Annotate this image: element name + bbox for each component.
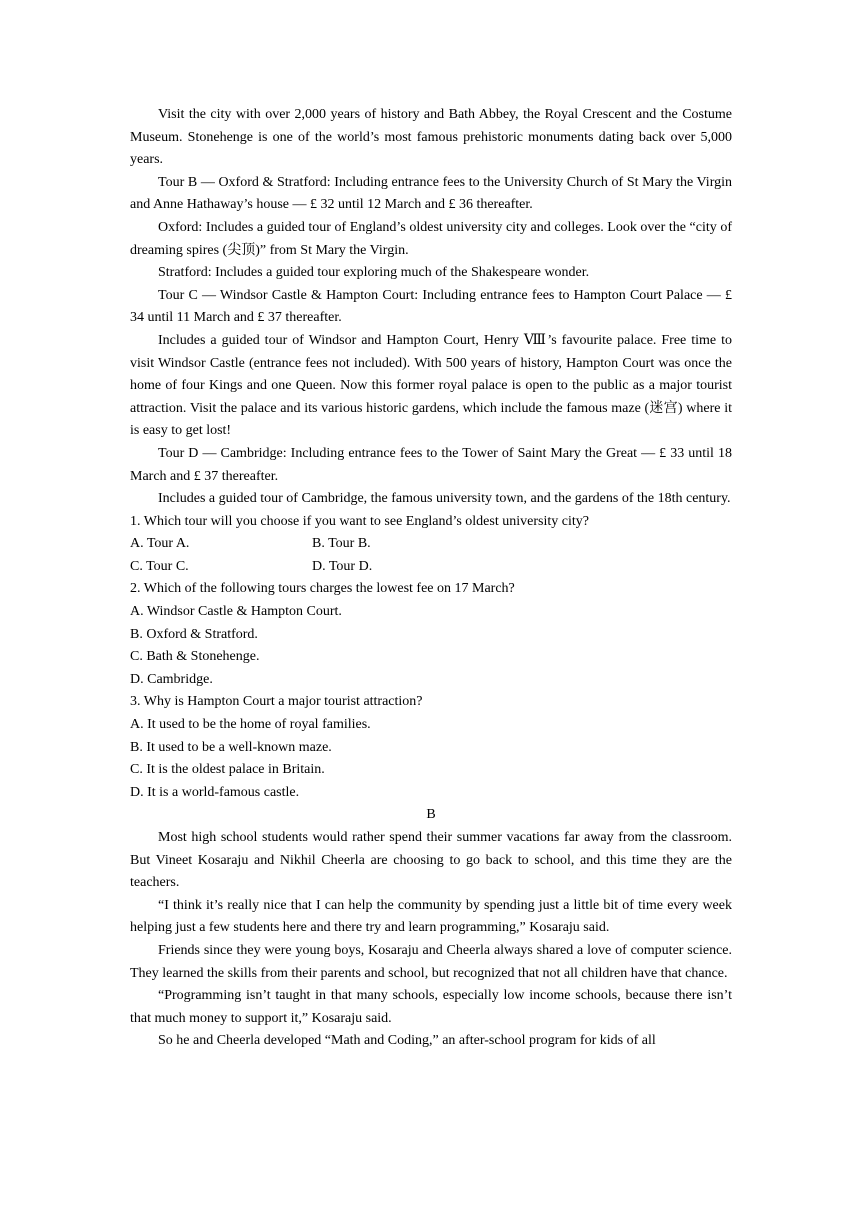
option: A. Windsor Castle & Hampton Court. [130, 604, 342, 620]
option: D. Cambridge. [130, 671, 213, 687]
passage-b-paragraph: Most high school students would rather spend their summer vacations far away from the classroom. But Vineet Kosaraju and Nikhil Cheerla are choosing to go back to school, and this time they are the teachers. [130, 830, 732, 891]
option: C. Bath & Stonehenge. [130, 649, 260, 665]
question-1: 1. Which tour will you choose if you want to see England’s oldest university city? [130, 513, 589, 529]
question-1-options-row-1 [130, 533, 732, 556]
tour-d-header: Tour D — Cambridge: Including entrance fees to the Tower of Saint Mary the Great — £ 33 until 18 March and £ 37 thereafter. [130, 445, 732, 484]
tour-b-header: Tour B — Oxford & Stratford: Including entrance fees to the University Church of St Mary the Virgin and Anne Hathaway’s house — £ 32 until 12 March and £ 36 thereafter. [130, 174, 732, 213]
question-1-options-row-2 [130, 556, 732, 579]
document-page [130, 104, 732, 1053]
tour-b-oxford: Oxford: Includes a guided tour of England’s oldest university city and colleges. Look over the “city of dreaming spires (尖顶)” from St Mary the Virgin. [130, 219, 732, 258]
question-2: 2. Which of the following tours charges the lowest fee on 17 March? [130, 581, 515, 597]
section-heading-b: B [426, 807, 436, 823]
option: A. It used to be the home of royal families. [130, 717, 371, 733]
option: B. It used to be a well-known maze. [130, 739, 332, 755]
passage-b-paragraph: So he and Cheerla developed “Math and Coding,” an after-school program for kids of all [158, 1033, 656, 1049]
option: A. Tour A. [130, 536, 190, 552]
option: B. Oxford & Stratford. [130, 626, 258, 642]
passage-b-paragraph: “Programming isn’t taught in that many schools, especially low income schools, because there isn’t that much money to support it,” Kosaraju said. [130, 988, 732, 1026]
tour-b-stratford: Stratford: Includes a guided tour exploring much of the Shakespeare wonder. [158, 265, 590, 281]
option: D. Tour D. [312, 558, 373, 574]
option: C. It is the oldest palace in Britain. [130, 762, 325, 778]
passage-b-paragraph: “I think it’s really nice that I can help the community by spending just a little bit of time every week helping just a few students here and there try and learn programming,” Kosaraju said. [130, 897, 732, 936]
tour-d-body: Includes a guided tour of Cambridge, the famous university town, and the gardens of the 18th century. [158, 491, 731, 507]
tour-c-body: Includes a guided tour of Windsor and Hampton Court, Henry Ⅷ’s favourite palace. Free time to visit Windsor Castle (entrance fees not included). With 500 years of history, Hampton Court was once the home of four Kings and one Queen. Now this former royal palace is open to the public as a major tourist attraction. Visit the palace and its various historic gardens, which include the famous maze (迷宫) where it is easy to get lost! [130, 332, 732, 439]
option: D. It is a world-famous castle. [130, 784, 300, 800]
option: C. Tour C. [130, 558, 189, 574]
question-3: 3. Why is Hampton Court a major tourist attraction? [130, 694, 423, 710]
option: B. Tour B. [312, 536, 371, 552]
passage-a-paragraph: Visit the city with over 2,000 years of history and Bath Abbey, the Royal Crescent and the Costume Museum. Stonehenge is one of the world’s most famous prehistoric monuments dating back over 5,000 years. [130, 107, 732, 168]
tour-c-header: Tour C — Windsor Castle & Hampton Court: Including entrance fees to Hampton Court Palace — £ 34 until 11 March and £ 37 thereafter. [130, 287, 732, 326]
passage-b-paragraph: Friends since they were young boys, Kosaraju and Cheerla always shared a love of computer science. They learned the skills from their parents and school, but recognized that not all children have that chance. [130, 942, 732, 981]
